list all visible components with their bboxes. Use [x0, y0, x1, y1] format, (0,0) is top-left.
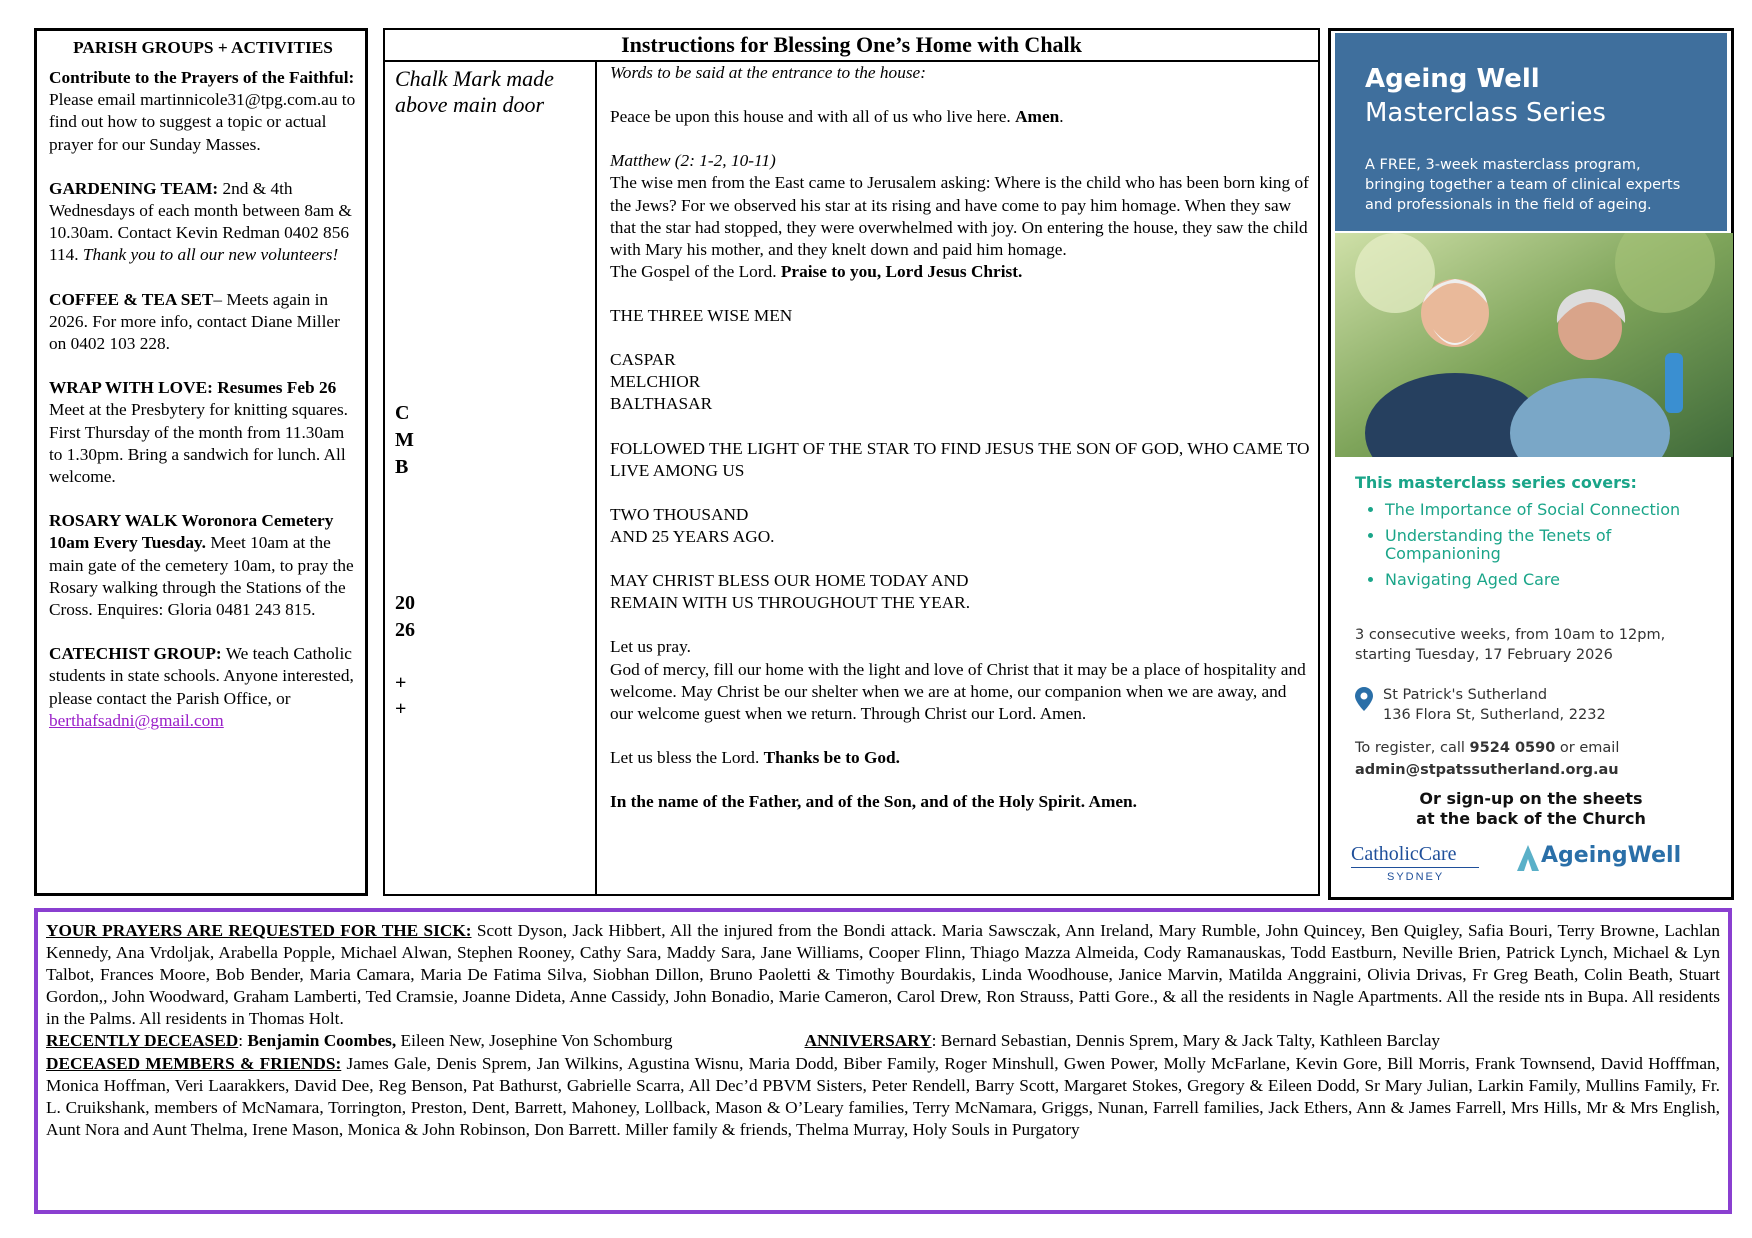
flyer-intro: A FREE, 3-week masterclass program, bringing together a team of clinical experts and professionals in the field of ageing. [1365, 157, 1681, 213]
parish-heading: PARISH GROUPS + ACTIVITIES [73, 38, 333, 57]
list-item: • Navigating Aged Care [1385, 571, 1705, 589]
ageing-well-flyer [1328, 28, 1734, 900]
parish-item: ROSARY WALK Woronora Cemetery 10am Every Tuesday. Meet 10am at the main gate of the cemetery 10am, to pray the Rosary walking through the Stations of the Cross. Enquires: Gloria 0481 243 815. [49, 511, 354, 620]
sick-list: YOUR PRAYERS ARE REQUESTED FOR THE SICK: Scott Dyson, Jack Hibbert, All the injured from the Bondi attack. Maria Sawsczak, Ann Ireland, Mary Rumble, John Quincey, Ben Quigley, Safia Bouri, Terry Browne, Lachlan Kennedy, Ana Vrdoljak, Arabella Popple, Michael Alwan, Stephen Rooney, Cathy Sara, Maddy Sara, Jane Williams, Cooper Flinn, Thiago Mazza Almeida, Cody Ramanauskas, Todd Eastburn, Neville Brien, Patrick Lynch, Michael & Lyn Talbot, Frances Moore, Bob Bender, Maria Camara, Maria De Fatima Silva, Siobhan Dillon, Bruno Paoletti & Timothy Bourdakis, Linda Woodhouse, Janice Marvin, Matilda Anggraini, Olivia Drivas, Fr Greg Beath, Colin Beath, Stuart Gordon,, John Woodward, Graham Lamberti, Ted Cramsie, Joanne Dideta, Anne Cassidy, John Bonadio, Marie Cameron, Carol Drew, Ron Strauss, Patti Gore., & all the residents in Nagle Apartments. All the reside nts in Bupa. All residents in the Palms. All residents in Thomas Holt. [46, 921, 1720, 1029]
wise-men-heading: THE THREE WISE MEN [610, 306, 793, 326]
chalk-glyph: C [395, 402, 410, 424]
parish-item: WRAP WITH LOVE: Resumes Feb 26 Meet at the Presbytery for knitting squares. First Thursday of the month from 11.30am to 1.30pm. Bring a sandwich for lunch. All welcome. [49, 378, 348, 487]
prayers-panel [34, 908, 1732, 1214]
closing-text: In the name of the Father, and of the Son, and of the Holy Spirit. Amen. [610, 792, 1137, 812]
list-item: • The Importance of Social Connection [1385, 501, 1705, 519]
parish-item: CATECHIST GROUP: We teach Catholic students in state schools. Anyone interested, please contact the Parish Office, or berthafsadni@gmail.com [49, 644, 354, 730]
list-item: • Understanding the Tenets of Companioning [1385, 527, 1705, 563]
catholiccare-logo: CatholicCare SYDNEY [1351, 843, 1457, 866]
covers-heading: This masterclass series covers: [1355, 473, 1637, 492]
register-phone: 9524 0590 [1469, 740, 1556, 756]
deceased-line: RECENTLY DECEASED: Benjamin Coombes, Eileen New, Josephine Von Schomburg ANNIVERSARY: Bernard Sebastian, Dennis Sprem, Mary & Jack Talty, Kathleen Barclay [46, 1031, 1441, 1051]
schedule-text: 3 consecutive weeks, from 10am to 12pm, starting Tuesday, 17 February 2026 [1355, 627, 1666, 663]
signup-note: Or sign-up on the sheets at the back of the Church [1416, 789, 1646, 828]
anniversary-heading: ANNIVERSARY [804, 1031, 932, 1051]
parish-item: Contribute to the Prayers of the Faithful: Please email martinnicole31@tpg.com.au to find out how to suggest a topic or actual prayer for our Sunday Masses. [49, 68, 356, 154]
venue-block [1383, 685, 1703, 725]
chalk-glyph: + [395, 672, 407, 694]
parish-item: GARDENING TEAM: 2nd & 4th Wednesdays of each month between 8am & 10.30am. Contact Kevin Redman 0402 856 114. Thank you to all our new volunteers! [49, 178, 352, 265]
deceased-members-list: DECEASED MEMBERS & FRIENDS: James Gale, Denis Sprem, Jan Wilkins, Agustina Wisnu, Maria Dodd, Biber Family, Roger Minshull, Gwen Power, Molly McFarlane, Kevin Gore, Bill Morris, Frank Townsend, David Hofffman, Monica Hoffman, Veri Laarakkers, David Dee, Reg Benson, Pat Bathurst, Gabrielle Scarra, All Dec’d PBVM Sisters, Peter Rendell, Barry Scott, Margaret Stokes, Gregory & Eileen Dodd, Sr Mary Julian, Larkin Family, Mullins Family, Fr. L. Cruikshank, members of McNamara, Torrington, Preston, Dent, Barrett, Mahoney, Lollback, Mason & O’Leary families, Terry McNamara, Griggs, Nunan, Farrell families, Jack Ethers, Ann & James Farrell, Mrs Hills, Mr & Mrs English, Aunt Nora and Aunt Thelma, Irene Mason, Monica & John Robinson, Don Barrett. Miller family & friends, Thelma Murray, Holy Souls in Purgatory [46, 1053, 1721, 1139]
location-pin-icon [1355, 687, 1373, 711]
chalk-glyph: + [395, 698, 407, 720]
intro-text: Words to be said at the entrance to the house: [610, 63, 926, 82]
flyer-subtitle: Masterclass Series [1365, 98, 1606, 128]
prayer-text: God of mercy, fill our home with the light and love of Christ that it may be a place of hospitality and welcome. May Christ be our shelter when we are at home, our companion when we are away, and our welcome guest when we return. Through Christ our Lord. Amen. [610, 659, 1306, 723]
venue-address: 136 Flora St, Sutherland, 2232 [1383, 707, 1606, 723]
reading-text: The wise men from the East came to Jerusalem asking: Where is the child who has been born king of the Jews? For we observed his star at its rising and have come to pay him homage. When they saw that the star had stopped, they were overwhelmed with joy. On entering the house, they saw the child with Mary his mother, and they knelt down and paid him homage. [610, 173, 1309, 259]
parish-item: COFFEE & TEA SET– Meets again in 2026. For more info, contact Diane Miller on 0402 103 228. [49, 289, 340, 354]
chalk-mark-column [385, 62, 597, 894]
catechist-email-link[interactable]: berthafsadni@gmail.com [49, 710, 224, 730]
register-block: To register, call 9524 0590 or email admin@stpatssutherland.org.au [1355, 740, 1620, 778]
chalk-glyph: B [395, 456, 409, 478]
flyer-title: Ageing Well [1365, 64, 1540, 94]
topics-list [1359, 501, 1705, 597]
chalk-glyph: M [395, 429, 414, 451]
chalk-mark-label: Chalk Mark made above main door [395, 66, 554, 117]
register-email: admin@stpatssutherland.org.au [1355, 762, 1619, 778]
chalk-title: Instructions for Blessing One’s Home with Chalk [385, 30, 1318, 62]
ageingwell-logo: AgeingWell [1541, 843, 1682, 868]
elderly-couple-photo [1335, 233, 1733, 457]
chalk-blessing-panel [383, 28, 1320, 896]
flyer-header-band [1335, 33, 1727, 231]
chalk-glyph: 26 [395, 619, 415, 641]
chalk-glyph: 20 [395, 592, 415, 614]
venue-name: St Patrick's Sutherland [1383, 687, 1548, 703]
parish-groups-panel [34, 28, 368, 896]
chalk-text-column: Words to be said at the entrance to the house: Peace be upon this house and with all of us who live here. Amen. Matthew (2: 1-2, 10-11) The wise men from the East came to Jerusalem asking: Where is the child who has been born king of the Jews? For we observed his star at its rising and have come to pay him homage. When they saw that the star had stopped, they were overwhelmed with joy. On entering the house, they saw the child with Mary his mother, and they knelt down and paid him homage. The Gospel of the Lord. Praise to you, Lord Jesus Christ. THE THREE WISE MEN CASPAR MELCHIOR BALTHASAR FOLLOWED THE LIGHT OF THE STAR TO FIND JESUS THE SON OF GOD, WHO CAME TO LIVE AMONG US TWO THOUSAND AND 25 YEARS AGO. MAY CHRIST BLESS OUR HOME TODAY AND REMAIN WITH US THROUGHOUT THE YEAR. Let us pray. God of mercy, fill our home with the light and love of Christ that it may be a place of hospitality and welcome. May Christ be our shelter when we are at home, our companion when we are away, and our welcome guest when we return. Through Christ our Lord. Amen. Let us bless the Lord. Thanks be to God. In the name of the Father, and of the Son, and of the Holy Spirit. Amen. [610, 63, 1310, 812]
ageingwell-logo-icon [1517, 845, 1539, 871]
reading-reference: Matthew (2: 1-2, 10-11) [610, 151, 776, 171]
